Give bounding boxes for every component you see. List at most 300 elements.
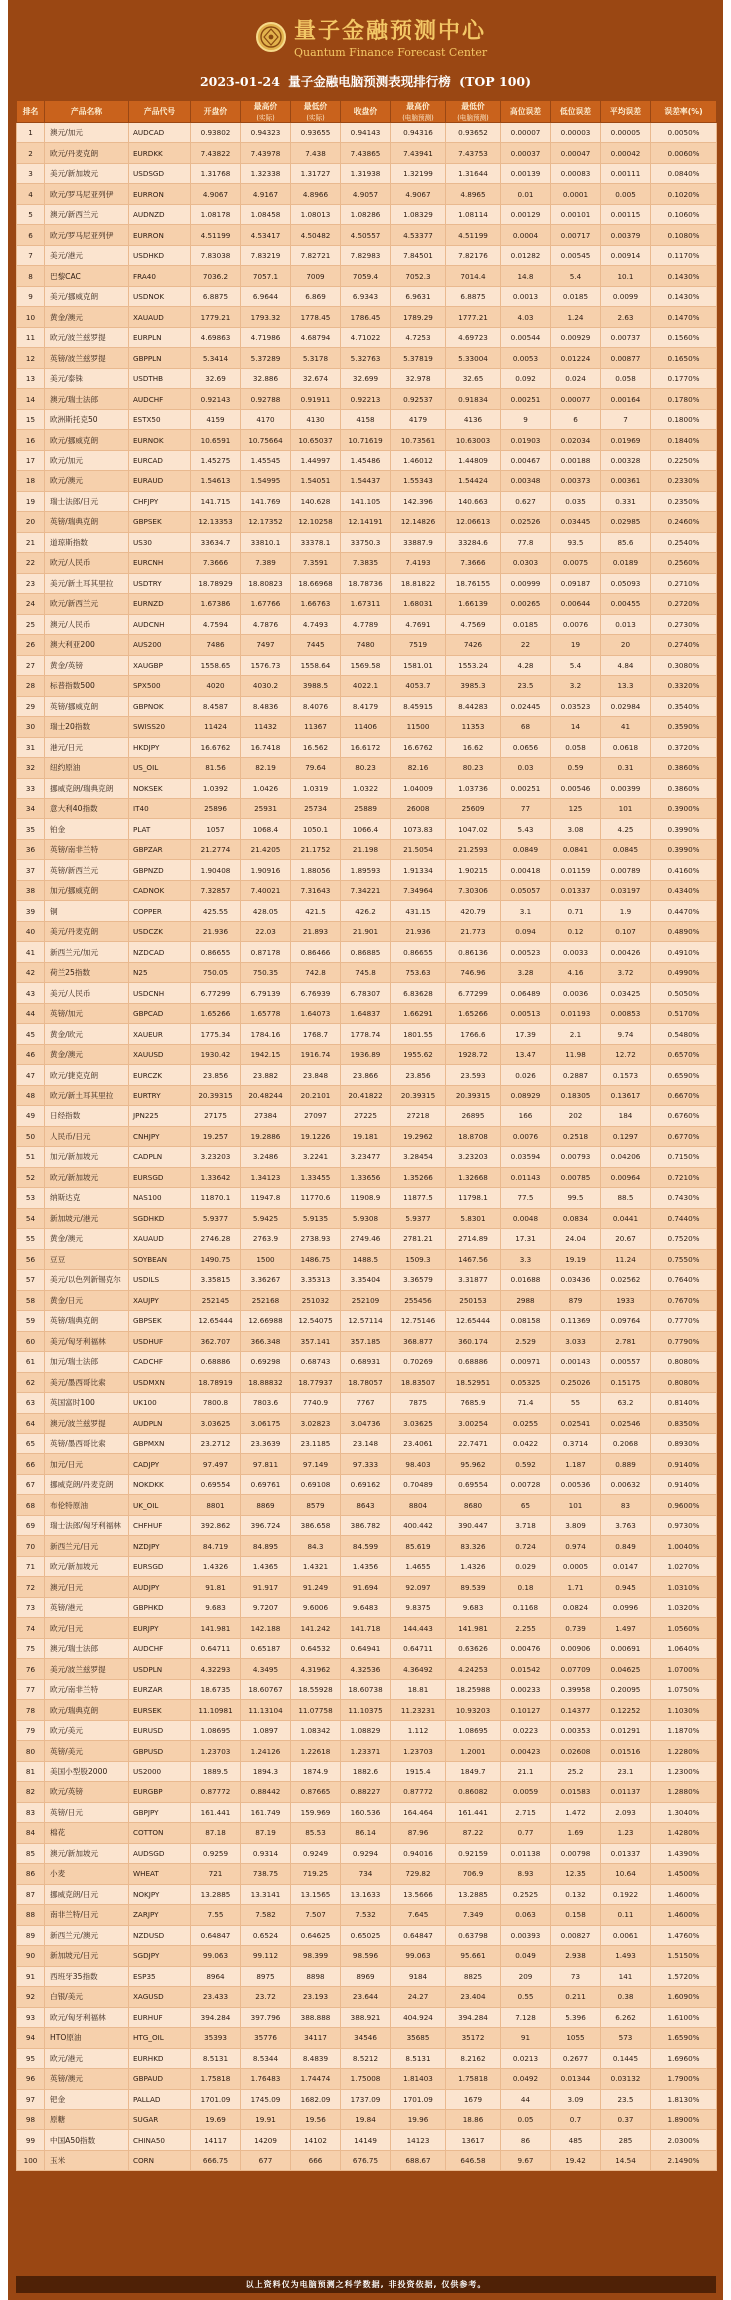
value-cell: 0.1060% <box>651 204 717 224</box>
value-cell: 23.5 <box>501 676 551 696</box>
table-row <box>17 1311 717 1331</box>
table-row <box>17 921 717 941</box>
value-cell: 0.974 <box>551 1536 601 1556</box>
value-cell: 1.4500% <box>651 1864 717 1884</box>
value-cell: 7057.1 <box>241 266 291 286</box>
value-cell: 0.64711 <box>191 1638 241 1658</box>
value-cell: 1.2880% <box>651 1782 717 1802</box>
table-row <box>17 798 717 818</box>
value-cell: 0.77 <box>501 1823 551 1843</box>
product-code-cell: JPN225 <box>129 1106 191 1126</box>
product-name-cell: 新西兰元/加元 <box>45 942 129 962</box>
value-cell: 1486.75 <box>291 1249 341 1269</box>
value-cell: 3.03625 <box>191 1413 241 1433</box>
value-cell: 1.55343 <box>391 471 446 491</box>
value-cell: 99.112 <box>241 1946 291 1966</box>
value-cell: 10.6591 <box>191 430 241 450</box>
value-cell: 0.00188 <box>551 450 601 470</box>
value-cell: 0.01159 <box>551 860 601 880</box>
value-cell: 23.148 <box>341 1434 391 1454</box>
value-cell: 0.87772 <box>391 1782 446 1802</box>
product-code-cell: GBPJPY <box>129 1802 191 1822</box>
value-cell: 0.03132 <box>601 2069 651 2089</box>
product-name-cell: 欧元/波兰兹罗提 <box>45 327 129 347</box>
column-header <box>501 101 551 123</box>
product-name-cell: 欧洲斯托克50 <box>45 409 129 429</box>
value-cell: 10.64 <box>601 1864 651 1884</box>
value-cell: 1.08114 <box>446 204 501 224</box>
value-cell: 738.75 <box>241 1864 291 1884</box>
value-cell: 0.9249 <box>291 1843 341 1863</box>
value-cell: 1849.7 <box>446 1761 501 1781</box>
value-cell: 0.1800% <box>651 409 717 429</box>
product-name-cell: 英国富时100 <box>45 1393 129 1413</box>
value-cell: 1768.7 <box>291 1024 341 1044</box>
value-cell: 27384 <box>241 1106 291 1126</box>
value-cell: 0.00737 <box>601 327 651 347</box>
value-cell: 1.34123 <box>241 1167 291 1187</box>
value-cell: 5.4 <box>551 655 601 675</box>
value-cell: 25734 <box>291 798 341 818</box>
value-cell: 0.0004 <box>501 225 551 245</box>
value-cell: 10.93203 <box>446 1700 501 1720</box>
value-cell: 0.132 <box>551 1884 601 1904</box>
value-cell: 0.2710% <box>651 573 717 593</box>
product-name-cell: 加元/挪威克朗 <box>45 880 129 900</box>
product-name-cell: 新加坡元/港元 <box>45 1208 129 1228</box>
product-code-cell: GBPSEK <box>129 1311 191 1331</box>
value-cell: 0.12 <box>551 921 601 941</box>
rank-cell: 33 <box>17 778 45 798</box>
value-cell: 19.91 <box>241 2109 291 2129</box>
value-cell: 19 <box>551 635 601 655</box>
value-cell: 421.5 <box>291 901 341 921</box>
value-cell: 0.2460% <box>651 512 717 532</box>
value-cell: 25.2 <box>551 1761 601 1781</box>
table-row <box>17 1126 717 1146</box>
value-cell: 250153 <box>446 1290 501 1310</box>
rank-cell: 77 <box>17 1679 45 1699</box>
value-cell: 4.69863 <box>191 327 241 347</box>
value-cell: 0.0050% <box>651 123 717 143</box>
column-header-label: 高位误差 <box>509 107 542 116</box>
value-cell: 16.6172 <box>341 737 391 757</box>
table-row <box>17 2007 717 2027</box>
value-cell: 0.03594 <box>501 1147 551 1167</box>
value-cell: 164.464 <box>391 1802 446 1822</box>
value-cell: 4.9057 <box>341 184 391 204</box>
product-code-cell: SGDJPY <box>129 1946 191 1966</box>
product-code-cell: EURSGD <box>129 1167 191 1187</box>
value-cell: 1933 <box>601 1290 651 1310</box>
value-cell: 18.80823 <box>241 573 291 593</box>
table-row <box>17 1843 717 1863</box>
value-cell: 8.4587 <box>191 696 241 716</box>
value-cell: 0.69554 <box>446 1474 501 1494</box>
value-cell: 4.69723 <box>446 327 501 347</box>
value-cell: 0.00251 <box>501 389 551 409</box>
table-row <box>17 1167 717 1187</box>
value-cell: 1.31938 <box>341 163 391 183</box>
column-header-label: 最低价 <box>461 102 485 111</box>
table-row <box>17 327 717 347</box>
value-cell: 8869 <box>241 1495 291 1515</box>
value-cell: 1.0640% <box>651 1638 717 1658</box>
value-cell: 0.00536 <box>551 1474 601 1494</box>
value-cell: 0.2720% <box>651 594 717 614</box>
table-row <box>17 1249 717 1269</box>
product-code-cell: AUDCNH <box>129 614 191 634</box>
product-name-cell: 欧元/新西兰元 <box>45 594 129 614</box>
value-cell: 0.14377 <box>551 1700 601 1720</box>
product-name-cell: 欧元/澳元 <box>45 471 129 491</box>
value-cell: 366.348 <box>241 1331 291 1351</box>
value-cell: 0.8080% <box>651 1352 717 1372</box>
product-code-cell: HTG_OIL <box>129 2028 191 2048</box>
value-cell: 0.00513 <box>501 1003 551 1023</box>
value-cell: 73 <box>551 1966 601 1986</box>
value-cell: 2.529 <box>501 1331 551 1351</box>
value-cell: 1.65266 <box>191 1003 241 1023</box>
value-cell: 84.719 <box>191 1536 241 1556</box>
value-cell: 0.02541 <box>551 1413 601 1433</box>
rank-cell: 80 <box>17 1741 45 1761</box>
value-cell: 1.64837 <box>341 1003 391 1023</box>
rank-cell: 57 <box>17 1270 45 1290</box>
product-code-cell: GBPPLN <box>129 348 191 368</box>
value-cell: 0.00037 <box>501 143 551 163</box>
value-cell: 4.9067 <box>191 184 241 204</box>
product-name-cell: 澳元/瑞士法郎 <box>45 1638 129 1658</box>
rank-cell: 81 <box>17 1761 45 1781</box>
product-code-cell: EURTRY <box>129 1085 191 1105</box>
value-cell: 87.19 <box>241 1823 291 1843</box>
product-code-cell: CADNOK <box>129 880 191 900</box>
value-cell: 21.936 <box>391 921 446 941</box>
value-cell: 0.211 <box>551 1987 601 2007</box>
product-name-cell: 挪威克朗/丹麦克朗 <box>45 1474 129 1494</box>
table-row <box>17 1413 717 1433</box>
rank-cell: 66 <box>17 1454 45 1474</box>
value-cell: 12.66988 <box>241 1311 291 1331</box>
value-cell: 13.2885 <box>446 1884 501 1904</box>
value-cell: 13.3141 <box>241 1884 291 1904</box>
value-cell: 0.15175 <box>601 1372 651 1392</box>
value-cell: 13.5666 <box>391 1884 446 1904</box>
table-row <box>17 942 717 962</box>
rank-cell: 60 <box>17 1331 45 1351</box>
value-cell: 7740.9 <box>291 1393 341 1413</box>
value-cell: 44 <box>501 2089 551 2109</box>
value-cell: 1.69 <box>551 1823 601 1843</box>
product-name-cell: 英镑/挪威克朗 <box>45 696 129 716</box>
value-cell: 0.68886 <box>446 1352 501 1372</box>
value-cell: 1.66763 <box>291 594 341 614</box>
value-cell: 4.68794 <box>291 327 341 347</box>
value-cell: 1.35266 <box>391 1167 446 1187</box>
value-cell: 11500 <box>391 717 446 737</box>
value-cell: 394.284 <box>446 2007 501 2027</box>
value-cell: 7 <box>601 409 651 429</box>
value-cell: 4.84 <box>601 655 651 675</box>
value-cell: 5.33004 <box>446 348 501 368</box>
value-cell: 285 <box>601 2130 651 2150</box>
value-cell: 6.83628 <box>391 983 446 1003</box>
value-cell: 23.433 <box>191 1987 241 2007</box>
product-code-cell: AUDCHF <box>129 1638 191 1658</box>
value-cell: 1.112 <box>391 1720 446 1740</box>
value-cell: 1915.4 <box>391 1761 446 1781</box>
value-cell: 10.63003 <box>446 430 501 450</box>
value-cell: 7497 <box>241 635 291 655</box>
value-cell: 7.32857 <box>191 880 241 900</box>
value-cell: 0.9730% <box>651 1515 717 1535</box>
value-cell: 386.658 <box>291 1515 341 1535</box>
ranking-table <box>16 100 717 2171</box>
value-cell: 27225 <box>341 1106 391 1126</box>
value-cell: 1068.4 <box>241 819 291 839</box>
product-name-cell: 英镑/日元 <box>45 1802 129 1822</box>
table-row <box>17 839 717 859</box>
value-cell: 5.8301 <box>446 1208 501 1228</box>
table-row <box>17 983 717 1003</box>
value-cell: 688.67 <box>391 2150 446 2170</box>
table-row <box>17 553 717 573</box>
value-cell: 19.69 <box>191 2109 241 2129</box>
value-cell: 95.962 <box>446 1454 501 1474</box>
value-cell: 0.13617 <box>601 1085 651 1105</box>
value-cell: 677 <box>241 2150 291 2170</box>
value-cell: 16.6762 <box>191 737 241 757</box>
value-cell: 4179 <box>391 409 446 429</box>
brand-logo-icon <box>256 22 286 52</box>
table-row <box>17 1679 717 1699</box>
value-cell: 0.3720% <box>651 737 717 757</box>
value-cell: 0.69554 <box>191 1474 241 1494</box>
value-cell: 2.255 <box>501 1618 551 1638</box>
value-cell: 0.02526 <box>501 512 551 532</box>
value-cell: 0.00361 <box>601 471 651 491</box>
value-cell: 1.4321 <box>291 1556 341 1576</box>
table-row <box>17 184 717 204</box>
value-cell: 666.75 <box>191 2150 241 2170</box>
value-cell: 1.6100% <box>651 2007 717 2027</box>
product-name-cell: 美元/人民币 <box>45 983 129 1003</box>
value-cell: 1766.6 <box>446 1024 501 1044</box>
value-cell: 2.938 <box>551 1946 601 1966</box>
value-cell: 20 <box>601 635 651 655</box>
rank-cell: 73 <box>17 1597 45 1617</box>
table-row <box>17 2028 717 2048</box>
value-cell: 1057 <box>191 819 241 839</box>
product-name-cell: 加元/日元 <box>45 1454 129 1474</box>
product-name-cell: 纽约原油 <box>45 758 129 778</box>
value-cell: 0.93655 <box>291 123 341 143</box>
value-cell: 0.0656 <box>501 737 551 757</box>
product-code-cell: EURRON <box>129 184 191 204</box>
value-cell: 0.2518 <box>551 1126 601 1146</box>
table-row <box>17 1536 717 1556</box>
value-cell: 19.2962 <box>391 1126 446 1146</box>
value-cell: 750.05 <box>191 962 241 982</box>
value-cell: 5.396 <box>551 2007 601 2027</box>
product-code-cell: CORN <box>129 2150 191 2170</box>
value-cell: 19.84 <box>341 2109 391 2129</box>
value-cell: 0.7210% <box>651 1167 717 1187</box>
value-cell: 1.54995 <box>241 471 291 491</box>
value-cell: 0.00476 <box>501 1638 551 1658</box>
rank-cell: 32 <box>17 758 45 778</box>
rank-cell: 24 <box>17 594 45 614</box>
value-cell: 573 <box>601 2028 651 2048</box>
table-row <box>17 1331 717 1351</box>
value-cell: 209 <box>501 1966 551 1986</box>
rank-cell: 74 <box>17 1618 45 1638</box>
rank-cell: 82 <box>17 1782 45 1802</box>
value-cell: 0.0255 <box>501 1413 551 1433</box>
value-cell: 18.25988 <box>446 1679 501 1699</box>
product-name-cell: 欧元/新加坡元 <box>45 1556 129 1576</box>
value-cell: 1.6090% <box>651 1987 717 2007</box>
value-cell: 11798.1 <box>446 1188 501 1208</box>
value-cell: 3.2241 <box>291 1147 341 1167</box>
value-cell: 0.6570% <box>651 1044 717 1064</box>
value-cell: 0.00393 <box>501 1925 551 1945</box>
rank-cell: 70 <box>17 1536 45 1556</box>
table-row <box>17 491 717 511</box>
rank-cell: 87 <box>17 1884 45 1904</box>
table-row <box>17 1864 717 1884</box>
value-cell: 1.23703 <box>391 1741 446 1761</box>
product-name-cell: 英镑/美元 <box>45 1741 129 1761</box>
value-cell: 19.2886 <box>241 1126 291 1146</box>
product-name-cell: 布伦特原油 <box>45 1495 129 1515</box>
value-cell: 0.00418 <box>501 860 551 880</box>
value-cell: 11.98 <box>551 1044 601 1064</box>
product-code-cell: GBPAUD <box>129 2069 191 2089</box>
value-cell: 10.75664 <box>241 430 291 450</box>
rank-cell: 93 <box>17 2007 45 2027</box>
value-cell: 0.01291 <box>601 1720 651 1740</box>
value-cell: 0.0099 <box>601 286 651 306</box>
product-name-cell: 棉花 <box>45 1823 129 1843</box>
value-cell: 1.67766 <box>241 594 291 614</box>
product-code-cell: N25 <box>129 962 191 982</box>
value-cell: 0.029 <box>501 1556 551 1576</box>
value-cell: 0.00877 <box>601 348 651 368</box>
rank-cell: 8 <box>17 266 45 286</box>
value-cell: 0.09764 <box>601 1311 651 1331</box>
value-cell: 25896 <box>191 798 241 818</box>
value-cell: 0.2540% <box>651 532 717 552</box>
value-cell: 5.37819 <box>391 348 446 368</box>
value-cell: 357.141 <box>291 1331 341 1351</box>
value-cell: 1050.1 <box>291 819 341 839</box>
value-cell: 18.60738 <box>341 1679 391 1699</box>
column-header-label: 平均误差 <box>609 107 642 116</box>
value-cell: 4.50557 <box>341 225 391 245</box>
product-name-cell: 美元/波兰兹罗提 <box>45 1659 129 1679</box>
column-header-label: 产品代号 <box>143 107 176 116</box>
value-cell: 0.69761 <box>241 1474 291 1494</box>
value-cell: 7.43941 <box>391 143 446 163</box>
value-cell: 0.0053 <box>501 348 551 368</box>
value-cell: 18.78736 <box>341 573 391 593</box>
product-name-cell: 瑞士20指数 <box>45 717 129 737</box>
product-code-cell: EURHKD <box>129 2048 191 2068</box>
value-cell: 0.64941 <box>341 1638 391 1658</box>
rank-cell: 55 <box>17 1229 45 1249</box>
value-cell: 1.3040% <box>651 1802 717 1822</box>
value-cell: 5.3178 <box>291 348 341 368</box>
value-cell: 0.0076 <box>501 1126 551 1146</box>
value-cell: 0.00129 <box>501 204 551 224</box>
value-cell: 7.82721 <box>291 245 341 265</box>
table-row <box>17 1577 717 1597</box>
value-cell: 0.00399 <box>601 778 651 798</box>
value-cell: 3.23477 <box>341 1147 391 1167</box>
value-cell: 11908.9 <box>341 1188 391 1208</box>
value-cell: 99.063 <box>191 1946 241 1966</box>
value-cell: 97.497 <box>191 1454 241 1474</box>
product-code-cell: USDCNH <box>129 983 191 1003</box>
value-cell: 41 <box>601 717 651 737</box>
value-cell: 0.0185 <box>501 614 551 634</box>
value-cell: 0.0213 <box>501 2048 551 2068</box>
value-cell: 6.262 <box>601 2007 651 2027</box>
value-cell: 1.4655 <box>391 1556 446 1576</box>
rank-cell: 72 <box>17 1577 45 1597</box>
value-cell: 6.77299 <box>191 983 241 1003</box>
column-header <box>45 101 129 123</box>
rank-cell: 97 <box>17 2089 45 2109</box>
value-cell: 0.55 <box>501 1987 551 2007</box>
table-row <box>17 819 717 839</box>
rank-cell: 50 <box>17 1126 45 1146</box>
product-name-cell: 瑞士法郎/日元 <box>45 491 129 511</box>
rank-cell: 37 <box>17 860 45 880</box>
value-cell: 0.00999 <box>501 573 551 593</box>
product-code-cell: ESP35 <box>129 1966 191 1986</box>
product-code-cell: SGDHKD <box>129 1208 191 1228</box>
value-cell: 18.86 <box>446 2109 501 2129</box>
value-cell: 7.84501 <box>391 245 446 265</box>
value-cell: 0.93652 <box>446 123 501 143</box>
value-cell: 6.869 <box>291 286 341 306</box>
value-cell: 0.05 <box>501 2109 551 2129</box>
product-code-cell: EURAUD <box>129 471 191 491</box>
value-cell: 10.65037 <box>291 430 341 450</box>
value-cell: 0.2250% <box>651 450 717 470</box>
value-cell: 3.28 <box>501 962 551 982</box>
product-code-cell: NZDJPY <box>129 1536 191 1556</box>
value-cell: 0.01 <box>501 184 551 204</box>
rank-cell: 52 <box>17 1167 45 1187</box>
value-cell: 252168 <box>241 1290 291 1310</box>
table-row <box>17 1515 717 1535</box>
table-row <box>17 1352 717 1372</box>
table-row <box>17 1802 717 1822</box>
value-cell: 0.005 <box>601 184 651 204</box>
table-row <box>17 389 717 409</box>
product-name-cell: 荷兰25指数 <box>45 962 129 982</box>
product-code-cell: GBPMXN <box>129 1434 191 1454</box>
value-cell: 0.0845 <box>601 839 651 859</box>
rank-cell: 23 <box>17 573 45 593</box>
value-cell: 32.65 <box>446 368 501 388</box>
product-code-cell: NOKDKK <box>129 1474 191 1494</box>
product-code-cell: EURSEK <box>129 1700 191 1720</box>
